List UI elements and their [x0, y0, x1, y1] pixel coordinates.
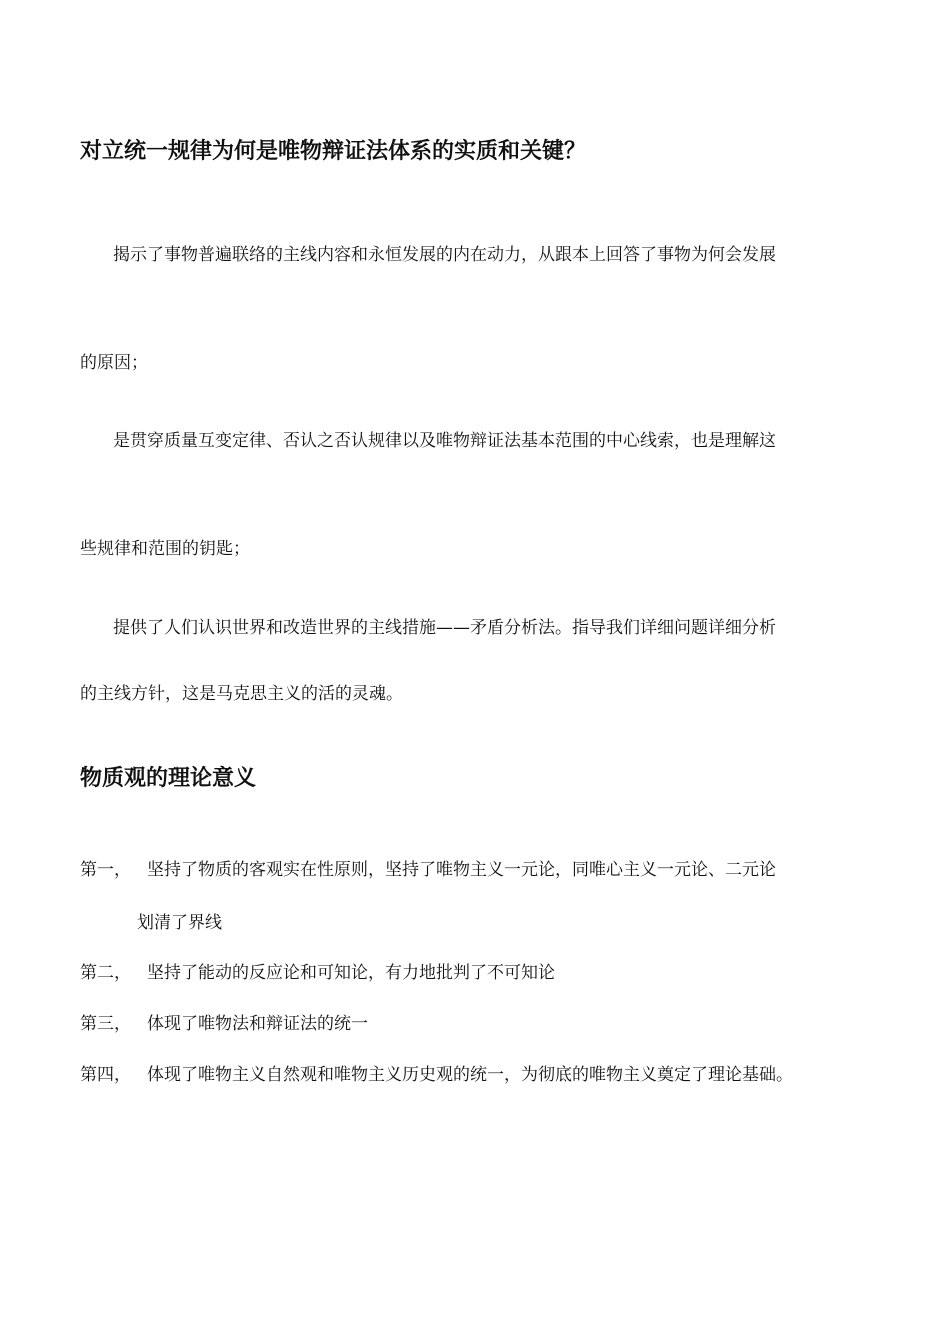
list-item-text: 坚持了物质的客观实在性原则，坚持了唯物主义一元论，同唯心主义一元论、二元论: [147, 860, 776, 880]
paragraph-1-line-1: 揭示了事物普遍联络的主线内容和永恒发展的内在动力，从跟本上回答了事物为何会发展: [113, 245, 776, 265]
list-item-label: 第四，: [80, 1065, 131, 1085]
list-item-text: 坚持了能动的反应论和可知论，有力地批判了不可知论: [147, 963, 555, 983]
section-title-matter-view: 物质观的理论意义: [80, 766, 257, 791]
paragraph-3-line-1-part-a: 提供了人们认识世界和改造世界的主线措施——矛盾分析法。: [113, 618, 572, 638]
list-item-text: 体现了唯物法和辩证法的统一: [147, 1014, 368, 1034]
list-item-label: 第一，: [80, 860, 131, 880]
paragraph-3-line-1: [113, 615, 776, 641]
paragraph-2-line-2: 些规律和范围的钥匙；: [80, 539, 250, 559]
paragraph-1-line-2: 的原因；: [80, 353, 148, 373]
list-item-text: 体现了唯物主义自然观和唯物主义历史观的统一，为彻底的唯物主义奠定了理论基础。: [147, 1065, 793, 1085]
list-item-label: 第三，: [80, 1014, 131, 1034]
list-item-label: 第二，: [80, 963, 131, 983]
paragraph-3-line-1-part-b: 指导我们详细问题详细分析: [572, 618, 776, 638]
paragraph-3-line-2: 的主线方针，这是马克思主义的活的灵魂。: [80, 684, 403, 704]
paragraph-2-line-1: 是贯穿质量互变定律、否认之否认规律以及唯物辩证法基本范围的中心线索，也是理解这: [113, 431, 776, 451]
list-item-continuation: 划清了界线: [137, 913, 222, 933]
section-title-contradiction-law: 对立统一规律为何是唯物辩证法体系的实质和关键？: [80, 139, 587, 164]
